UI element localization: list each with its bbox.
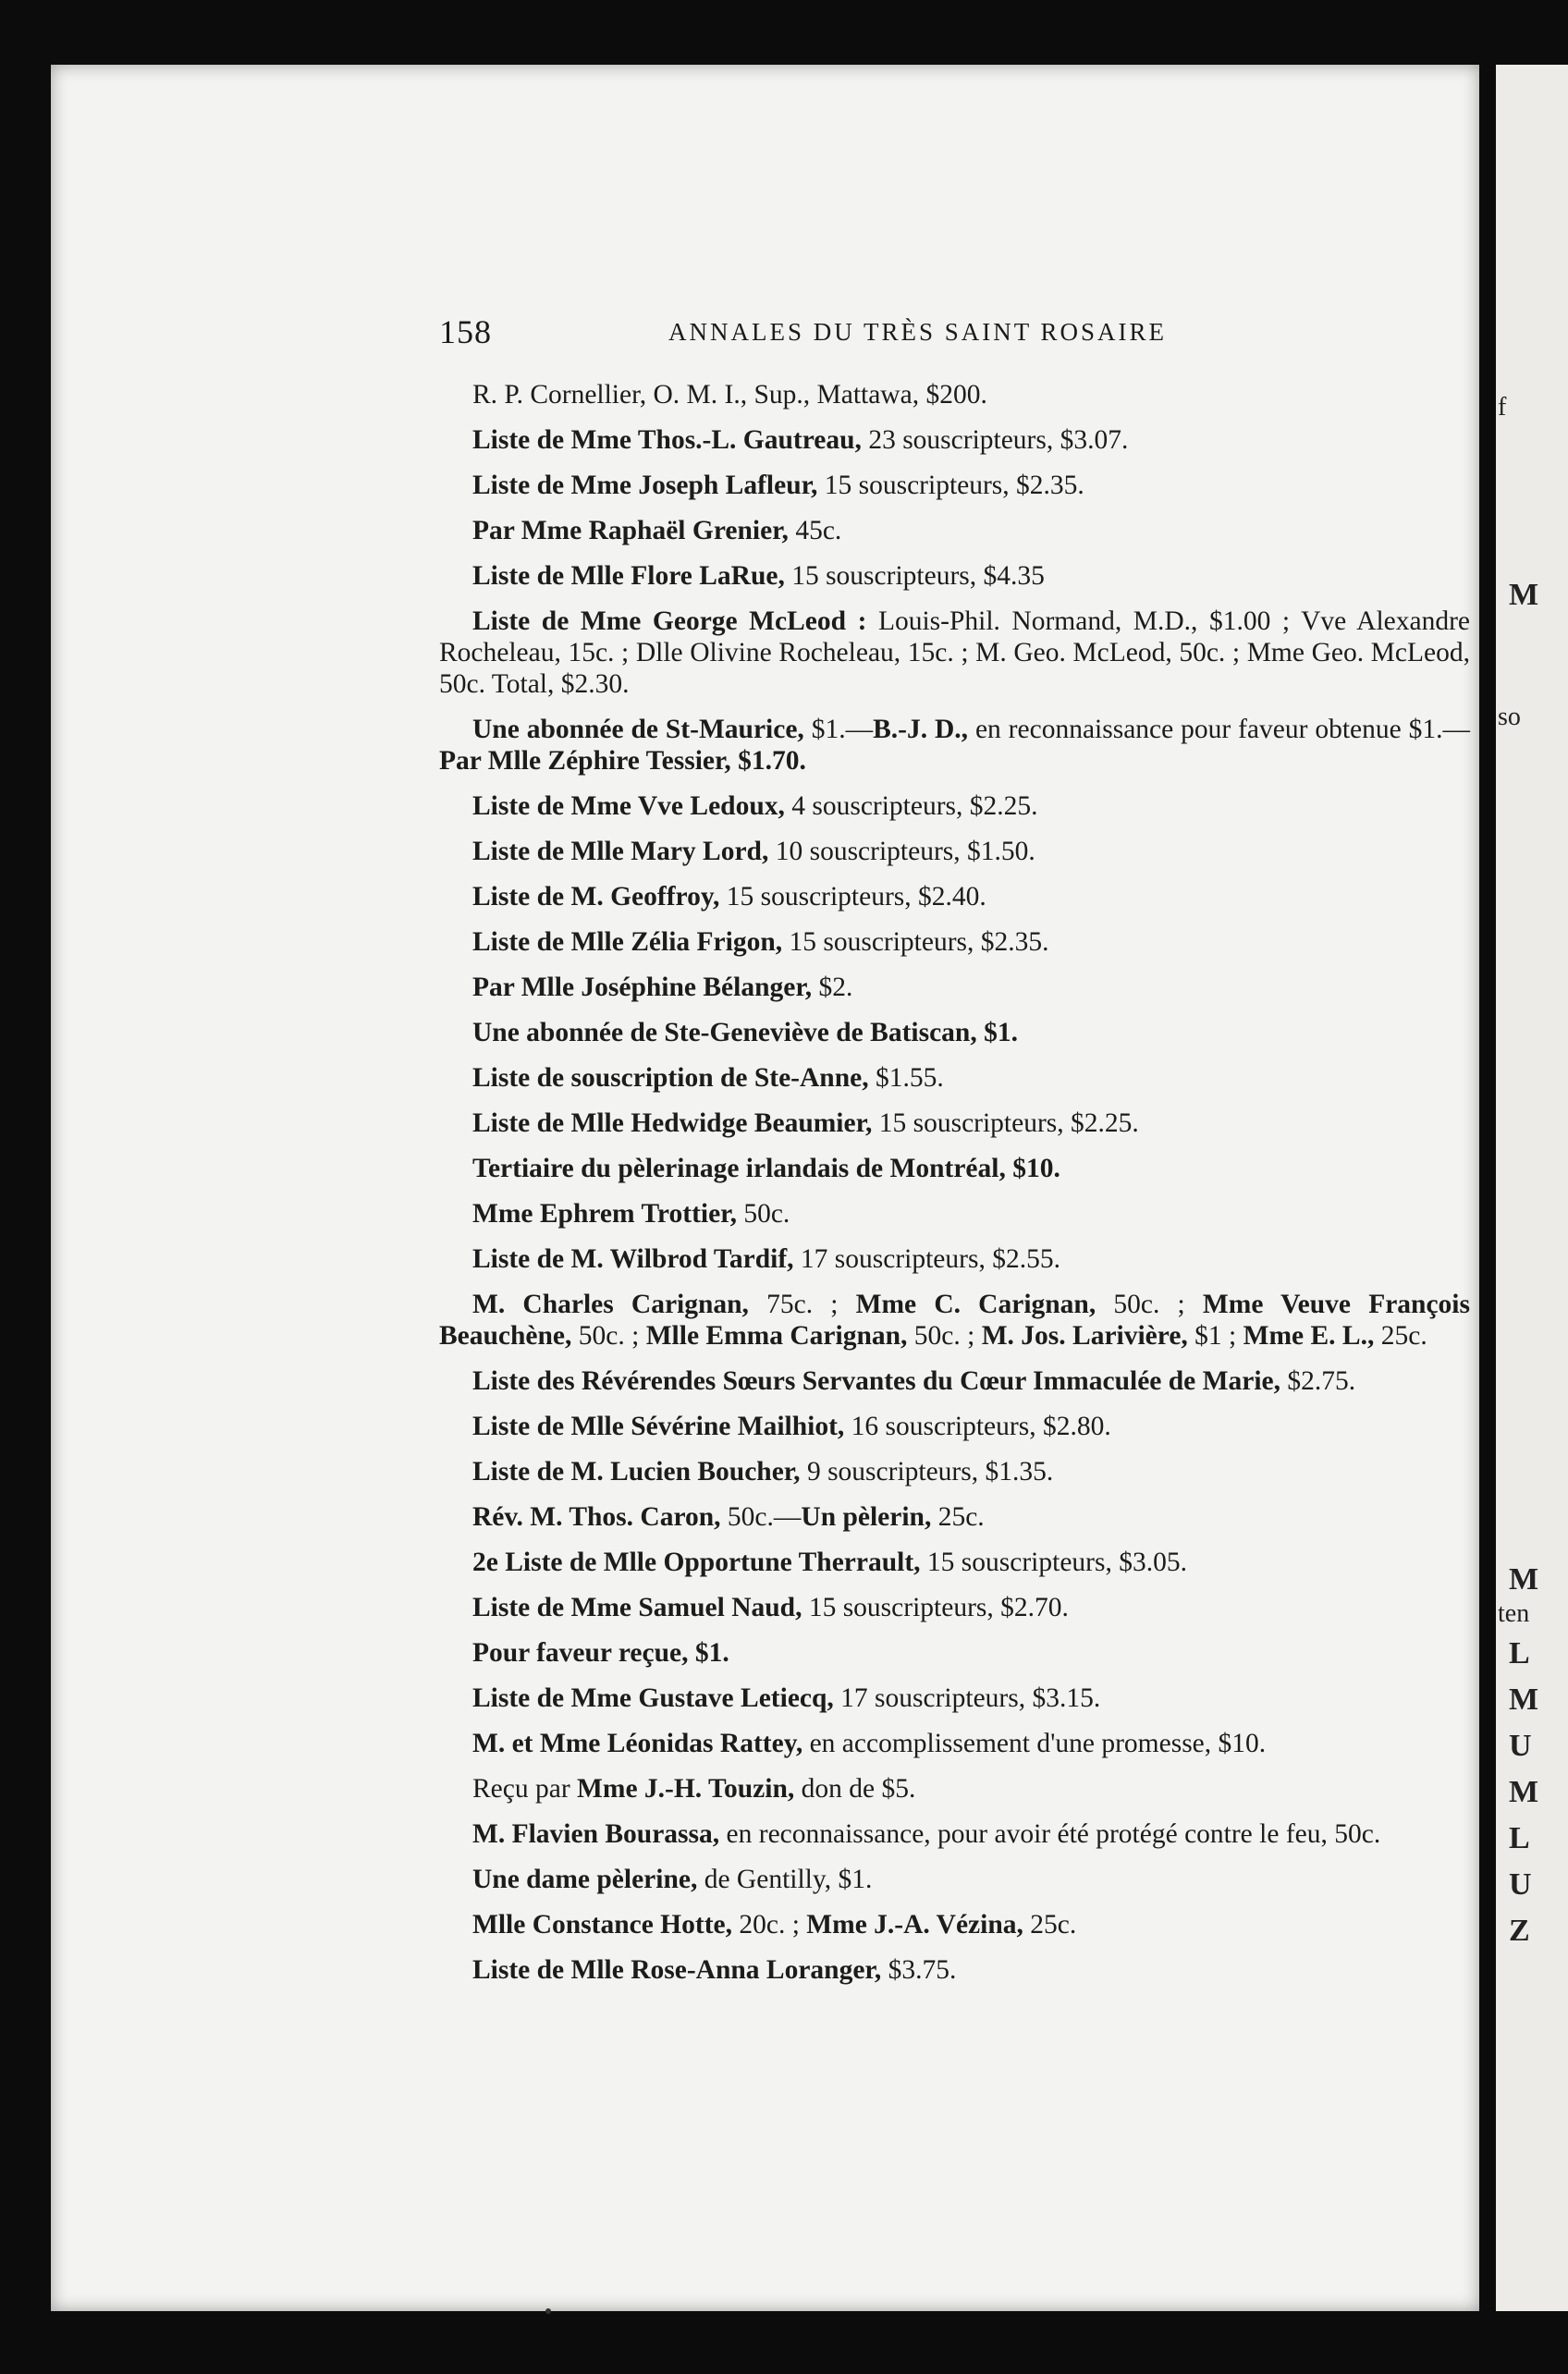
donation-detail: 25c. bbox=[1374, 1321, 1427, 1351]
donation-detail: 50c. bbox=[736, 1199, 790, 1229]
donation-detail: $2. bbox=[812, 973, 853, 1002]
donor-name: Liste de M. Wilbrod Tardif, bbox=[472, 1244, 794, 1274]
donation-detail: 23 souscripteurs, $3.07. bbox=[861, 425, 1129, 455]
donor-name: Mlle Emma Carignan, bbox=[645, 1321, 908, 1351]
list-item bbox=[439, 1456, 1470, 1487]
list-item bbox=[439, 1017, 1470, 1048]
donation-detail: 15 souscripteurs, $3.05. bbox=[920, 1548, 1187, 1577]
list-item bbox=[439, 1153, 1470, 1184]
facing-page-fragment: M bbox=[1509, 1775, 1539, 1809]
donation-detail: 25c. bbox=[931, 1502, 985, 1532]
donation-detail: 16 souscripteurs, $2.80. bbox=[844, 1412, 1111, 1441]
facing-page-fragment: so bbox=[1498, 703, 1521, 731]
donor-name: Liste de Mme Joseph Lafleur, bbox=[472, 471, 818, 500]
donor-name: Liste de souscription de Ste-Anne, bbox=[472, 1063, 869, 1093]
donor-name: Rév. M. Thos. Caron, bbox=[472, 1502, 721, 1532]
ink-speck bbox=[545, 2308, 551, 2314]
donation-detail: 50c. ; bbox=[907, 1321, 982, 1351]
list-item bbox=[439, 1773, 1470, 1805]
donor-name: Mme Veuve François Beauchène, bbox=[439, 1290, 1470, 1351]
facing-page-fragment: M bbox=[1509, 1562, 1539, 1597]
list-item bbox=[439, 1818, 1470, 1850]
list-item bbox=[439, 515, 1470, 546]
donor-name: Par Mlle Joséphine Bélanger, bbox=[472, 973, 813, 1002]
donor-name: Liste de Mlle Zélia Frigon, bbox=[472, 927, 783, 957]
donor-name: Par Mlle Zéphire Tessier, $1.70. bbox=[439, 746, 806, 776]
list-item bbox=[439, 1954, 1470, 1986]
donation-detail: 50c. ; bbox=[571, 1321, 646, 1351]
donor-name: Mme Ephrem Trottier, bbox=[472, 1199, 737, 1229]
donor-name: Liste de Mme George McLeod : bbox=[472, 606, 867, 636]
donor-name: B.-J. D., bbox=[873, 715, 969, 744]
donor-name: Une abonnée de Ste-Geneviève de Batiscan, $1. bbox=[472, 1018, 1018, 1047]
donation-detail: Louis-Phil. Normand, M.D., $1.00 ; Vve Alexandre Rocheleau, 15c. ; Dlle Olivine Rocheleau, 15c. ; M. Geo. McLeod, 50c. ; Mme Geo. McLeod, 50c. Total, $2.30. bbox=[439, 606, 1470, 699]
donation-detail: 15 souscripteurs, $2.40. bbox=[719, 882, 986, 912]
facing-page-fragment: M bbox=[1509, 578, 1539, 612]
donor-name: Tertiaire du pèlerinage irlandais de Montréal, $10. bbox=[472, 1154, 1060, 1183]
donor-name: Liste de M. Geoffroy, bbox=[472, 882, 720, 912]
donation-detail: 50c.— bbox=[720, 1502, 802, 1532]
list-item bbox=[439, 1547, 1470, 1578]
donor-name: Liste de Mlle Rose-Anna Loranger, bbox=[472, 1955, 882, 1985]
donor-name: Un pèlerin, bbox=[801, 1502, 932, 1532]
scanned-page bbox=[51, 65, 1479, 2311]
list-item bbox=[439, 379, 1470, 410]
donation-detail: en reconnaissance, pour avoir été protégé contre le feu, 50c. bbox=[719, 1819, 1381, 1849]
donor-name: Pour faveur reçue, $1. bbox=[472, 1638, 729, 1668]
list-item bbox=[439, 790, 1470, 822]
donation-detail: $1 ; bbox=[1187, 1321, 1243, 1351]
donor-name: Liste de Mme Vve Ledoux, bbox=[472, 791, 785, 821]
donor-name: Liste de M. Lucien Boucher, bbox=[472, 1457, 801, 1487]
donation-detail: 15 souscripteurs, $4.35 bbox=[784, 561, 1045, 591]
donation-detail: 10 souscripteurs, $1.50. bbox=[768, 837, 1035, 866]
list-item bbox=[439, 1198, 1470, 1230]
donation-detail: 15 souscripteurs, $2.35. bbox=[782, 927, 1049, 957]
list-item bbox=[439, 881, 1470, 912]
list-item bbox=[439, 1909, 1470, 1940]
donor-name: Mme J.-H. Touzin, bbox=[577, 1774, 795, 1804]
facing-page-fragment: M bbox=[1509, 1683, 1539, 1717]
donor-name: Liste de Mlle Hedwidge Beaumier, bbox=[472, 1108, 873, 1138]
page-number: 158 bbox=[439, 313, 492, 350]
donation-detail: 15 souscripteurs, $2.70. bbox=[802, 1593, 1069, 1622]
list-item bbox=[439, 1107, 1470, 1139]
donor-name: M. Flavien Bourassa, bbox=[472, 1819, 720, 1849]
list-item bbox=[439, 1062, 1470, 1094]
donation-detail: R. P. Cornellier, O. M. I., Sup., Mattawa, $200. bbox=[472, 380, 987, 410]
list-item bbox=[439, 1289, 1470, 1352]
list-item bbox=[439, 1243, 1470, 1275]
list-item bbox=[439, 1728, 1470, 1759]
list-item bbox=[439, 926, 1470, 958]
donor-name: Liste des Révérendes Sœurs Servantes du Cœur Immaculée de Marie, bbox=[472, 1366, 1280, 1396]
donor-name: Mme E. L., bbox=[1243, 1321, 1375, 1351]
list-item bbox=[439, 1411, 1470, 1442]
donor-name: Mlle Constance Hotte, bbox=[472, 1910, 732, 1940]
list-item bbox=[439, 1501, 1470, 1533]
donor-name: Une dame pèlerine, bbox=[472, 1865, 698, 1894]
facing-page-fragment: Z bbox=[1509, 1914, 1530, 1948]
donor-name: Liste de Mme Thos.-L. Gautreau, bbox=[472, 425, 862, 455]
list-item bbox=[439, 424, 1470, 456]
list-item bbox=[439, 1637, 1470, 1669]
list-item bbox=[439, 1864, 1470, 1895]
donation-detail: 20c. ; bbox=[732, 1910, 807, 1940]
donor-name: Une abonnée de St-Maurice, bbox=[472, 715, 804, 744]
list-item bbox=[439, 1592, 1470, 1623]
list-item bbox=[439, 560, 1470, 592]
donation-detail: 15 souscripteurs, $2.25. bbox=[872, 1108, 1139, 1138]
donor-name: Liste de Mme Samuel Naud, bbox=[472, 1593, 802, 1622]
facing-page-fragment: L bbox=[1509, 1821, 1530, 1855]
facing-page-edge bbox=[1496, 65, 1568, 2311]
donor-name: Liste de Mlle Sévérine Mailhiot, bbox=[472, 1412, 845, 1441]
list-item bbox=[439, 470, 1470, 501]
donation-detail: 17 souscripteurs, $3.15. bbox=[833, 1683, 1101, 1713]
donation-detail: en accomplissement d'une promesse, $10. bbox=[802, 1729, 1267, 1758]
donation-detail: 17 souscripteurs, $2.55. bbox=[793, 1244, 1060, 1274]
donation-detail: 15 souscripteurs, $2.35. bbox=[817, 471, 1084, 500]
donor-name: 2e Liste de Mlle Opportune Therrault, bbox=[472, 1548, 921, 1577]
list-item bbox=[439, 1365, 1470, 1397]
donation-detail: $1.55. bbox=[868, 1063, 944, 1093]
donation-detail: $3.75. bbox=[881, 1955, 957, 1985]
facing-page-fragment: U bbox=[1509, 1729, 1532, 1763]
donor-name: M. et Mme Léonidas Rattey, bbox=[472, 1729, 803, 1758]
donation-detail: 45c. bbox=[788, 516, 842, 545]
donor-name: Liste de Mlle Flore LaRue, bbox=[472, 561, 785, 591]
donor-name: M. Charles Carignan, bbox=[472, 1290, 749, 1319]
donor-name: Mme C. Carignan, bbox=[855, 1290, 1096, 1319]
facing-page-fragment: U bbox=[1509, 1867, 1532, 1902]
donation-detail: 75c. ; bbox=[748, 1290, 856, 1319]
donor-name: Par Mme Raphaël Grenier, bbox=[472, 516, 789, 545]
donation-detail: Reçu par bbox=[472, 1774, 578, 1804]
donor-name: Mme J.-A. Vézina, bbox=[806, 1910, 1023, 1940]
donation-detail: don de $5. bbox=[794, 1774, 916, 1804]
list-item bbox=[439, 714, 1470, 777]
donation-detail: $1.— bbox=[803, 715, 874, 744]
donation-detail: 25c. bbox=[1023, 1910, 1077, 1940]
list-item bbox=[439, 972, 1470, 1003]
donation-detail: $2.75. bbox=[1280, 1366, 1356, 1396]
donation-detail: 50c. ; bbox=[1096, 1290, 1203, 1319]
donation-detail: 4 souscripteurs, $2.25. bbox=[784, 791, 1038, 821]
subscription-list bbox=[439, 379, 1470, 2000]
list-item bbox=[439, 606, 1470, 700]
donation-detail: 9 souscripteurs, $1.35. bbox=[800, 1457, 1054, 1487]
donor-name: Liste de Mme Gustave Letiecq, bbox=[472, 1683, 834, 1713]
donation-detail: en reconnaissance pour faveur obtenue $1.— bbox=[968, 715, 1470, 744]
facing-page-fragment: L bbox=[1509, 1636, 1530, 1670]
page-header bbox=[439, 312, 1456, 353]
facing-page-fragment: f bbox=[1498, 393, 1507, 422]
running-title: ANNALES DU TRÈS SAINT ROSAIRE bbox=[668, 318, 1168, 346]
facing-page-fragment: ten bbox=[1498, 1599, 1530, 1628]
donation-detail: de Gentilly, $1. bbox=[697, 1865, 873, 1894]
donor-name: M. Jos. Larivière, bbox=[981, 1321, 1188, 1351]
donor-name: Liste de Mlle Mary Lord, bbox=[472, 837, 769, 866]
list-item bbox=[439, 1683, 1470, 1714]
list-item bbox=[439, 836, 1470, 867]
